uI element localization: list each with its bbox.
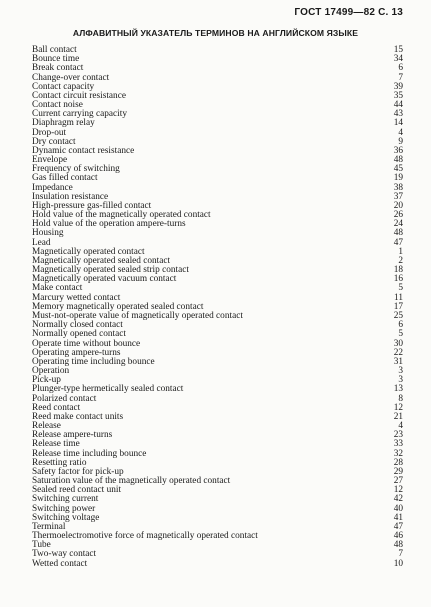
index-term-number: 1 [398,246,403,257]
index-term: Contact capacity [32,81,95,92]
index-term: Insulation resistance [32,191,109,202]
index-term: Tube [32,540,51,551]
index-term-number: 17 [393,301,403,312]
index-term: Normally closed contact [32,320,123,331]
index-term: Contact circuit resistance [32,90,126,101]
index-entry [32,119,403,128]
index-term: Polarized contact [32,393,97,404]
index-term-number: 18 [393,265,403,276]
index-term-number: 6 [398,320,403,331]
index-entry [32,550,403,559]
index-term-number: 9 [398,136,403,147]
index-entry [32,560,403,569]
index-term-number: 22 [393,347,403,358]
index-term-number: 10 [393,558,403,569]
index-term-number: 33 [393,439,403,450]
index-term-number: 13 [393,384,403,395]
index-term-number: 38 [393,182,403,193]
index-term: Current carrying capacity [32,109,127,120]
index-term: Operating ampere-turns [32,347,121,358]
index-term: Make contact [32,283,83,294]
index-term: Diaphragm relay [32,118,95,129]
index-term: Thermoelectromotive force of magnetically operated contact [32,531,258,542]
index-term-number: 31 [393,356,403,367]
index-term-number: 42 [393,494,403,505]
index-entry [32,147,403,156]
index-term: Ball contact [32,45,77,55]
index-term: Dry contact [32,136,76,147]
index-term-number: 20 [393,200,403,211]
index-term: Bounce time [32,54,80,65]
index-term-number: 46 [393,531,403,542]
index-term: Reed make contact units [32,411,124,422]
index-term: Lead [32,237,51,248]
index-term: Switching current [32,494,99,505]
index-term-number: 44 [393,100,403,111]
index-entry [32,46,403,55]
index-term-number: 43 [393,109,403,120]
index-term: Break contact [32,63,84,74]
index-term: Magnetically operated contact [32,246,145,257]
index-term-number: 48 [393,540,403,551]
index-term: Operate time without bounce [32,338,141,349]
index-term-number: 7 [398,72,403,83]
index-term: Must-not-operate value of magnetically operated contact [32,310,243,321]
index-entry [32,532,403,541]
index-term-number: 48 [393,228,403,239]
index-term: Release [32,421,61,432]
index-term-number: 30 [393,338,403,349]
index-term: Saturation value of the magnetically operated contact [32,476,231,487]
index-term-number: 24 [393,219,403,230]
index-term-number: 26 [393,210,403,221]
index-entry [32,55,403,64]
index-term-number: 7 [398,549,403,560]
index-term-number: 5 [398,283,403,294]
term-index-list [32,46,403,569]
index-term-number: 21 [393,411,403,422]
index-term-number: 23 [393,430,403,441]
index-entry [32,431,403,440]
index-term: Release time [32,439,80,450]
index-term-number: 16 [393,274,403,285]
index-term: Plunger-type hermetically sealed contact [32,384,184,395]
index-term: Release time including bounce [32,448,147,459]
index-term: Frequency of switching [32,164,120,175]
index-term-number: 48 [393,155,403,166]
index-term: Envelope [32,155,68,166]
index-term: Contact noise [32,100,83,111]
index-term: Safety factor for pick-up [32,466,124,477]
index-term: Terminal [32,521,66,532]
index-term: Magnetically operated sealed strip contact [32,265,189,276]
index-entry [32,450,403,459]
index-term: Housing [32,228,64,239]
index-term: Operation [32,366,70,377]
index-term: Dynamic contact resistance [32,145,135,156]
index-term: Drop-out [32,127,67,138]
index-term: Two-way contact [32,549,97,560]
index-term: High-pressure gas-filled contact [32,200,152,211]
index-term-number: 11 [394,292,403,303]
index-term-number: 3 [398,375,403,386]
index-term-number: 36 [393,145,403,156]
index-term-number: 8 [398,393,403,404]
index-term: Normally opened contact [32,329,126,340]
page-title: АЛФАВИТНЫЙ УКАЗАТЕЛЬ ТЕРМИНОВ НА АНГЛИЙСКОМ ЯЗЫКЕ [72,28,359,38]
index-term: Operating time including bounce [32,356,155,367]
index-term-number: 3 [398,366,403,377]
index-term: Release ampere-turns [32,430,113,441]
index-term-number: 6 [398,63,403,74]
index-term-number: 19 [393,173,403,184]
index-term: Impedance [32,182,73,193]
index-term: Hold value of the operation ampere-turns [32,219,186,230]
index-entry [32,413,403,422]
index-entry [32,174,403,183]
index-term-number: 47 [393,521,403,532]
index-term-number: 45 [393,164,403,175]
index-term: Switching power [32,503,96,514]
index-term: Switching voltage [32,512,100,523]
index-term-number: 27 [393,476,403,487]
index-term-number: 39 [393,81,403,92]
index-term: Pick-up [32,375,61,386]
index-term: Memory magnetically operated sealed contact [32,301,204,312]
index-term-number: 25 [393,310,403,321]
index-term-number: 28 [393,457,403,468]
index-entry [32,358,403,367]
index-term-number: 12 [393,485,403,496]
index-term: Marcury wetted contact [32,292,121,303]
index-entry [32,275,403,284]
index-term: Hold value of the magnetically operated contact [32,210,211,221]
index-term-number: 34 [393,54,403,65]
index-term-number: 40 [393,503,403,514]
index-entry [32,129,403,138]
index-term-number: 35 [393,90,403,101]
index-term-number: 4 [398,127,403,138]
index-entry [32,220,403,229]
index-term-number: 5 [398,329,403,340]
index-entry [32,367,403,376]
index-term: Wetted contact [32,558,88,569]
index-term-number: 15 [393,45,403,55]
index-term: Magnetically operated sealed contact [32,255,171,266]
index-entry [32,92,403,101]
index-term-number: 12 [393,402,403,413]
index-entry [32,229,403,238]
index-term-number: 2 [398,255,403,266]
index-term-number: 37 [393,191,403,202]
index-term-number: 4 [398,421,403,432]
index-term: Reed contact [32,402,81,413]
index-term: Resetting ratio [32,457,87,468]
index-entry [32,514,403,523]
index-term-number: 14 [393,118,403,129]
index-term: Gas filled contact [32,173,98,184]
index-term: Sealed reed contact unit [32,485,122,496]
index-term-number: 47 [393,237,403,248]
page-header: ГОСТ 17499—82 С. 13 [294,7,403,18]
index-term-number: 41 [393,512,403,523]
index-entry [32,395,403,404]
index-term-number: 29 [393,466,403,477]
index-term: Magnetically operated vacuum contact [32,274,177,285]
index-term-number: 32 [393,448,403,459]
index-term: Change-over contact [32,72,110,83]
